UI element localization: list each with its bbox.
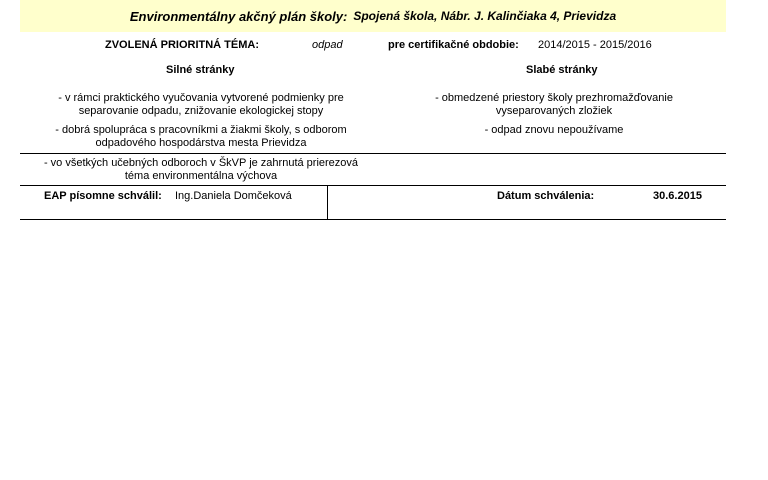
weakness-item-1-line-2: vyseparovaných zložiek [495, 105, 613, 117]
approved-by-label: EAP písomne schválil: [44, 190, 162, 202]
approval-column-divider [327, 185, 328, 219]
divider-line [20, 153, 726, 154]
weakness-item-2 [382, 124, 726, 137]
plan-title: Environmentálny akčný plán školy: [129, 8, 348, 24]
priority-theme-value: odpad [312, 39, 343, 51]
strength-item-2 [20, 124, 382, 150]
approval-top-border [20, 185, 726, 186]
weaknesses-heading: Slabé stránky [526, 64, 598, 76]
priority-theme-label: ZVOLENÁ PRIORITNÁ TÉMA: [105, 39, 259, 51]
approval-date-value: 30.6.2015 [653, 190, 702, 202]
approval-date-label: Dátum schválenia: [497, 190, 595, 202]
strength-item-2-line-2: odpadového hospodárstva mesta Prievidza [95, 137, 307, 149]
school-name: Spojená škola, Nábr. J. Kalinčiaka 4, Prievidza [353, 9, 617, 23]
weakness-item-2-line-1: - odpad znovu nepoužívame [484, 124, 624, 136]
strength-item-1-line-2: separovanie odpadu, znižovanie ekologickej stopy [78, 105, 324, 117]
approval-bottom-border [20, 219, 726, 220]
weakness-item-1-line-1: - obmedzené priestory školy prezhromažďovanie [435, 92, 673, 104]
strength-item-1 [20, 92, 382, 118]
strength-item-3-line-2: téma environmentálna výchova [124, 170, 278, 182]
certification-period-label: pre certifikačné obdobie: [388, 39, 519, 51]
approved-by-value: Ing.Daniela Domčeková [175, 190, 292, 202]
weakness-item-1 [382, 92, 726, 118]
strength-item-3-line-1: - vo všetkých učebných odboroch v ŠkVP je zahrnutá prierezová [43, 157, 359, 169]
certification-period-value: 2014/2015 - 2015/2016 [538, 39, 652, 51]
strength-item-3 [20, 157, 382, 183]
strength-item-2-line-1: - dobrá spolupráca s pracovníkmi a žiakmi školy, s odborom [55, 124, 347, 136]
strengths-heading: Silné stránky [166, 64, 235, 76]
strength-item-1-line-1: - v rámci praktického vyučovania vytvorené podmienky pre [58, 92, 344, 104]
title-bar [20, 0, 726, 32]
